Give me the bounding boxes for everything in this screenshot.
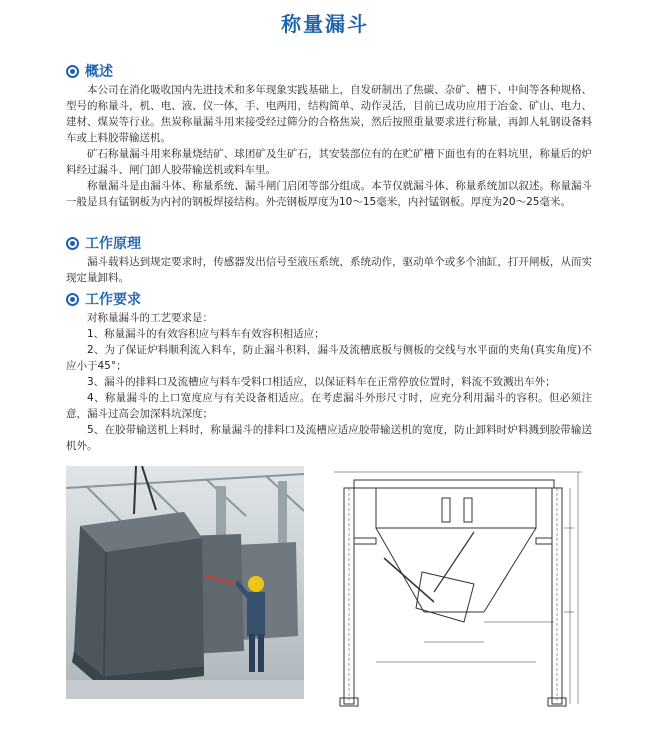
- principle-paragraph: 漏斗载料达到规定要求时，传感器发出信号至液压系统，系统动作，驱动单个或多个油缸，打开闸板，从而实现定量卸料。: [66, 256, 592, 284]
- circle-bullet-icon: [66, 237, 79, 250]
- section-header-principle: [66, 234, 141, 252]
- section-title-principle: 工作原理: [85, 236, 141, 252]
- requirement-item: 5、在胶带输送机上料时，称量漏斗的排料口及流槽应适应胶带输送机的宽度，防止卸料时炉料溅到胶带输送机外。: [66, 424, 592, 452]
- circle-bullet-icon: [66, 65, 79, 78]
- section-header-requirements: [66, 290, 141, 308]
- overview-paragraph-2: 矿石称量漏斗用来称量烧结矿、球团矿及生矿石，其安装部位有的在贮矿槽下面也有的在料坑里，称量后的炉料经过漏斗、闸门卸人胶带输送机或料车里。: [66, 148, 592, 176]
- section-title-overview: 概述: [85, 64, 113, 80]
- requirement-item: 4、称量漏斗的上口宽度应与有关设备相适应。在考虑漏斗外形尺寸时，应充分利用漏斗的容积。但必须注意，漏斗过高会加深料坑深度；: [66, 392, 592, 420]
- page-title: 称量漏斗: [281, 12, 369, 36]
- requirement-item: 2、为了保证炉料顺利流入料车，防止漏斗积料，漏斗及流槽底板与侧板的交线与水平面的夹角(真实角度)不应小于45°；: [66, 344, 592, 372]
- overview-paragraph-1: 本公司在消化吸收国内先进技术和多年现象实践基础上，自发研制出了焦碳、杂矿、槽下、中间等各种规格、型号的称量斗，机、电、液、仪一体，手、电两用，结构简单、动作灵活，目前已成功应用于冶金、矿山、电力、建材、煤炭等行业。焦炭称量漏斗用来接受经过筛分的合格焦炭，然后按照重量要求进行称量，再卸人轧钢设备料车或上料胶带输送机。: [66, 84, 592, 144]
- requirement-item: 3、漏斗的排料口及流槽应与料车受料口相适应，以保证料车在正常停放位置时，料流不致溅出车外；: [87, 376, 556, 388]
- circle-bullet-icon: [66, 293, 79, 306]
- section-title-requirements: 工作要求: [85, 292, 141, 308]
- requirements-intro: 对称量漏斗的工艺要求是：: [87, 312, 213, 324]
- requirement-item: 1、称量漏斗的有效容积应与料车有效容积相适应；: [87, 328, 325, 340]
- hopper-photo: [66, 466, 304, 699]
- section-header-overview: [66, 62, 113, 80]
- overview-paragraph-3: 称量漏斗是由漏斗体、称量系统、漏斗闸门启闭等部分组成。本节仅就漏斗体、称量系统加以叙述。称量漏斗一般是具有锰钢板为内衬的钢板焊接结构。外壳钢板厚度为10～15毫米，内衬锰钢板。厚度为20～25毫米。: [66, 180, 592, 208]
- hopper-engineering-drawing: [324, 462, 592, 710]
